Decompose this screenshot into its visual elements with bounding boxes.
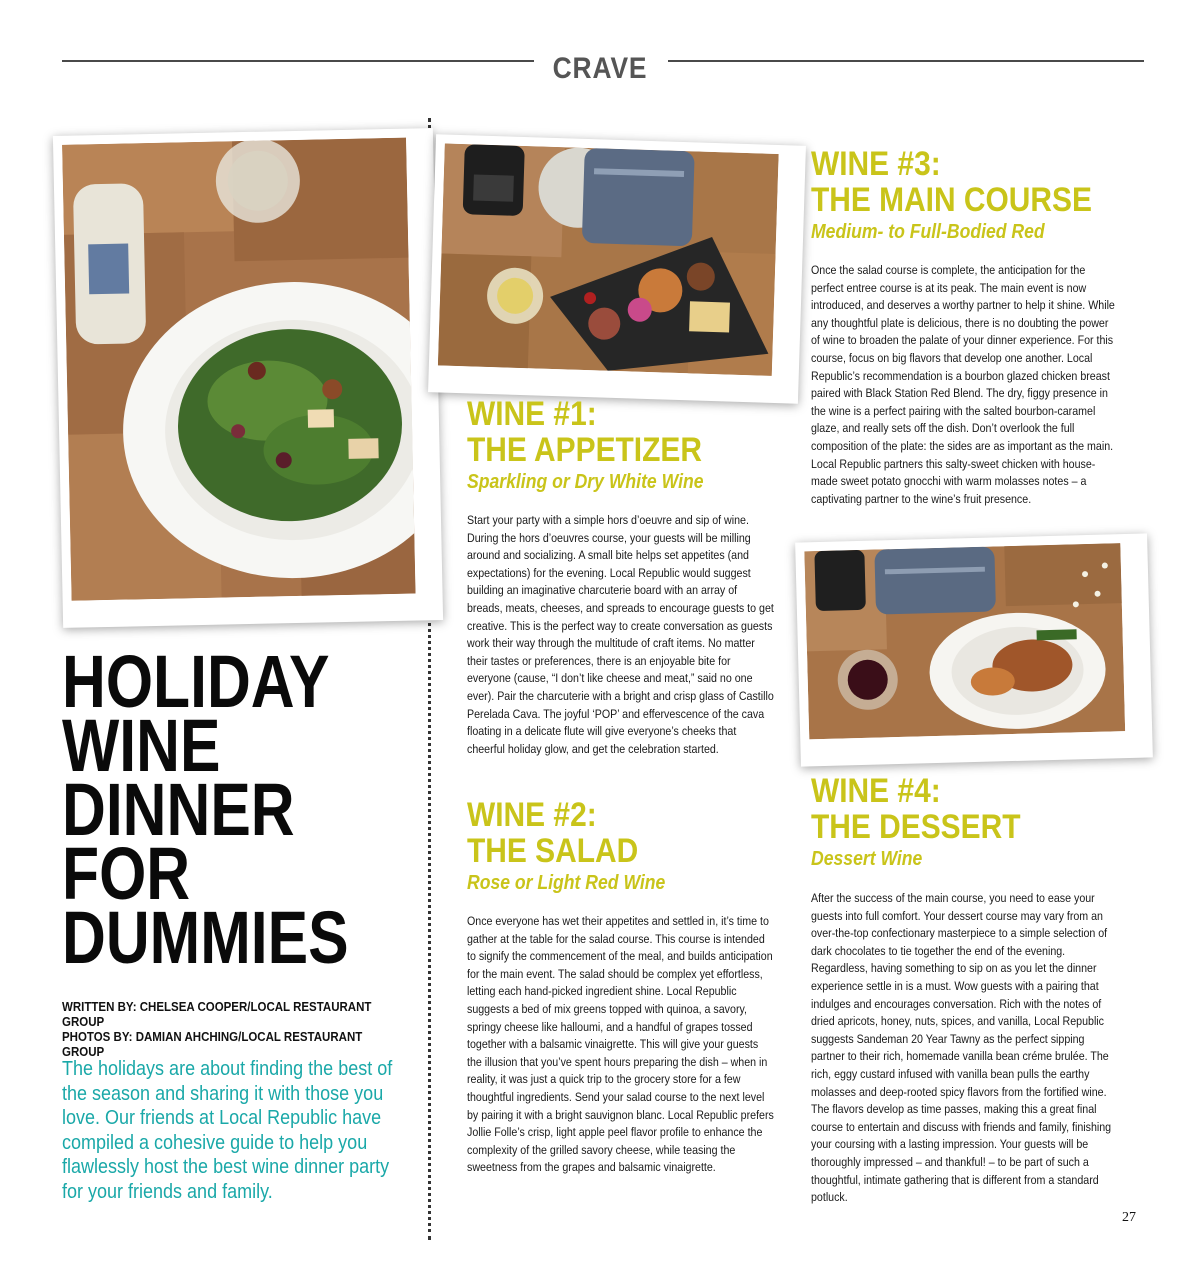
main-course-photo	[795, 533, 1153, 766]
charcuterie-photo	[428, 134, 806, 403]
wine-1-number: WINE #1:	[467, 395, 597, 433]
intro-paragraph: The holidays are about finding the best of the season and sharing it with those you love. Our friends at Local Republic have compiled a cohesive guide to help you flawlessly host the best wine dinner party for your friends and family.	[62, 1058, 393, 1203]
wine-2-subtitle: Rose or Light Red Wine	[467, 872, 666, 894]
wine-4-body: After the success of the main course, you need to ease your guests into full comfort. Your dessert course may vary from an over-the-top confectionary masterpiece to a simple selection of dark chocolates to tie together the end of the evening. Regardless, having something to sip on as you let the dinner experience settle in is a must. Wow guests with a pairing that indulges and encourages conversation. Rich with the notes of dried apricots, honey, nuts, spices, and vanilla, Local Republic suggests Sandeman 20 Year Tawny as the perfect sipping partner to their rich, homemade vanilla bean créme brulée. The rich, eggy custard infused with vanilla bean pulls the earthy molasses and deep-rooted spicy flavors from the fortified wine. The flavors develop as time passes, making this a great final course to entertain and discuss with friends and family, finishing your coursing with a lasting impression. Your guests will be thoroughly impressed – and thankful! – to be part of such a thoughtful, intimate gathering that is different from a standard potluck.	[811, 891, 1112, 1205]
wine-1-subtitle: Sparkling or Dry White Wine	[467, 471, 704, 493]
header-rule-right	[668, 60, 1144, 62]
wine-4-number: WINE #4:	[811, 772, 941, 810]
wine-1-body: Start your party with a simple hors d’oeuvre and sip of wine. During the hors d’oeuvres course, your guests will be milling around and socializing. A small bite helps set appetites (and expectations) for the evening. Local Republic would suggest building an imaginative charcuterie board with an array of breads, meats, cheeses, and spreads to encourage guests to get creative. This is the perfect way to create conversation as guests work their way through the multitude of craft items. No matter their tastes or preferences, there is an enjoyable bite for everyone (cause, “I don’t like cheese and meat,” said no one ever). Pair the charcuterie with a bright and crisp glass of Castillo Perelada Cava. The joyful ‘POP’ and effervescence of the cava floating in a delicate flute will give everyone’s cheeks that cheerful holiday glow, and get the celebration started.	[467, 513, 774, 756]
writer-credit: WRITTEN BY: CHELSEA COOPER/LOCAL RESTAURANT GROUP	[62, 1000, 372, 1029]
charcuterie-illustration	[438, 144, 779, 376]
headline-line: DUMMIES	[62, 896, 349, 979]
main-course-illustration	[804, 543, 1125, 739]
salad-illustration	[62, 138, 415, 601]
wine-4-heading	[811, 773, 1145, 845]
salad-photo	[53, 128, 443, 628]
wine-3-heading	[811, 146, 1145, 218]
section-label: CRAVE	[552, 52, 648, 85]
wine-2-body: Once everyone has wet their appetites and settled in, it’s time to gather at the table for the salad course. This course is intended to signify the commencement of the meal, and builds anticipation for the main event. The salad should be complex yet effortless, letting each hand-picked ingredient shine. Local Republic suggests a bed of mix greens topped with quinoa, a savory, springy cheese like halloumi, and a handful of grapes tossed together with a balsamic vinaigrette. This will give your guests the illusion that you’ve spent hours preparing the dish – when in reality, it was just a quick trip to the grocery store for a few thoughtful ingredients. Send your salad course to the next level by pairing it with a bright sauvignon blanc. Local Republic prefers Jollie Folle’s crisp, light apple peel flavor profile to enhance the complexity of the grilled savory cheese, while teasing the sweetness from the grapes and balsamic vinaigrette.	[467, 914, 774, 1175]
wine-3-subtitle: Medium- to Full-Bodied Red	[811, 221, 1045, 243]
headline	[62, 640, 357, 979]
photo-credit: PHOTOS BY: DAMIAN AHCHING/LOCAL RESTAURANT GROUP	[62, 1030, 363, 1059]
headline-line: WINE	[62, 704, 221, 787]
wine-4-subtitle: Dessert Wine	[811, 848, 923, 870]
wine-2-title: THE SALAD	[467, 832, 639, 870]
wine-3-title: THE MAIN COURSE	[811, 181, 1092, 219]
wine-1-title: THE APPETIZER	[467, 431, 702, 469]
wine-2-number: WINE #2:	[467, 796, 597, 834]
headline-line: HOLIDAY	[62, 640, 330, 723]
wine-1-heading	[467, 396, 749, 468]
wine-2-heading	[467, 797, 749, 869]
wine-3-number: WINE #3:	[811, 145, 941, 183]
header-rule-left	[62, 60, 534, 62]
headline-line: FOR	[62, 832, 191, 915]
credits	[62, 1000, 393, 1060]
wine-4-title: THE DESSERT	[811, 808, 1021, 846]
headline-line: DINNER	[62, 768, 295, 851]
page-number: 27	[1122, 1210, 1136, 1225]
wine-3-body: Once the salad course is complete, the anticipation for the perfect entree course is at its peak. The main event is now introduced, and deserves a worthy partner to help it shine. While any thoughtful plate is delicious, there is no doubting the power of wine to broaden the palate of your dinner experience. For this course, focus on big flavors that develop one another. Local Republic’s recommendation is a bourbon glazed chicken breast paired with Black Station Red Blend. The dry, figgy presence in the wine is a perfect pairing with the salted bourbon-caramel glaze, and really sets off the dish. Don’t overlook the full composition of the plate: the sides are as important as the main. Local Republic partners this salty-sweet chicken with house-made sweet potato gnocchi with warm molasses notes – a captivating partner to the wine’s fruit presence.	[811, 263, 1115, 506]
